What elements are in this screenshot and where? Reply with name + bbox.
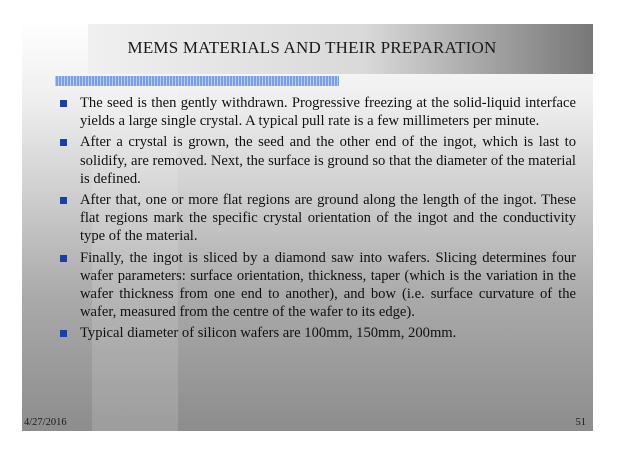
slide-title: MEMS MATERIALS AND THEIR PREPARATION xyxy=(127,38,497,57)
bullet-text: Finally, the ingot is sliced by a diamond saw into wafers. Slicing determines four wafer parameters: surface orientation, thickness, taper (which is the variation in the wafer thickness from one end to another), and bow (i.e. surface curvature of the wafer, measured from the centre of the wafer to its edge). xyxy=(80,249,576,321)
page-number: 51 xyxy=(575,417,586,428)
bullet-square-icon xyxy=(60,139,67,146)
bullet-list xyxy=(60,94,576,346)
bullet-text: After a crystal is grown, the seed and the other end of the ingot, which is last to solidify, are removed. Next, the surface is ground so that the diameter of the material is defined. xyxy=(80,134,576,187)
bullet-item xyxy=(60,133,576,188)
bullet-square-icon xyxy=(60,100,67,107)
bullet-item xyxy=(60,94,576,130)
slide xyxy=(22,20,593,431)
bullet-text: The seed is then gently withdrawn. Progressive freezing at the solid-liquid interface yields a large single crystal. A typical pull rate is a few millimeters per minute. xyxy=(80,95,576,130)
bullet-square-icon xyxy=(60,197,67,204)
bullet-square-icon xyxy=(60,255,67,262)
bullet-text: After that, one or more flat regions are ground along the length of the ingot. These flat regions mark the specific crystal orientation of the ingot and the conductivity type of the material. xyxy=(80,192,576,245)
bullet-item xyxy=(60,324,576,342)
bullet-item xyxy=(60,249,576,322)
bullet-square-icon xyxy=(60,330,67,337)
bullet-text: Typical diameter of silicon wafers are 100mm, 150mm, 200mm. xyxy=(80,325,457,342)
footer-date: 4/27/2016 xyxy=(24,417,67,428)
decorative-bar xyxy=(55,76,339,86)
bullet-item xyxy=(60,191,576,246)
